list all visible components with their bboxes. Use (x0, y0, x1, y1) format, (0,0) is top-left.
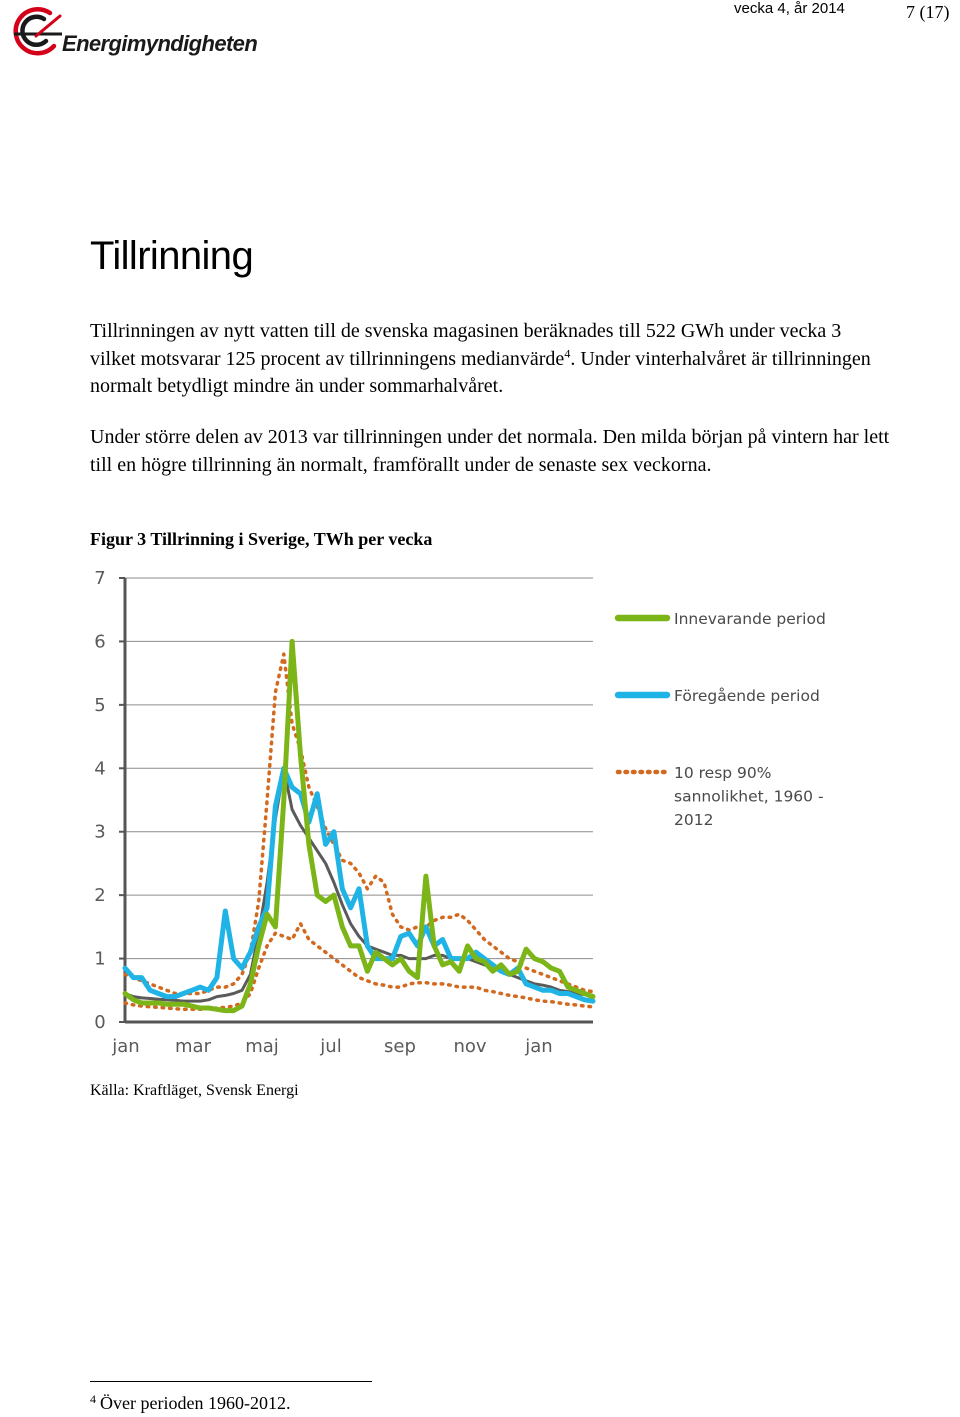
footnote (90, 1392, 290, 1414)
logo-mark-icon (6, 4, 66, 60)
legend-label-p90: 2012 (674, 811, 714, 829)
paragraph-1-text: Tillrinningen av nytt vatten till de svenska magasinen beräknades till 522 GWh under vecka 3 vilket motsvarar 125 procent av tillrinningens medianvärde (90, 320, 842, 370)
footnote-text: Över perioden 1960-2012. (100, 1393, 291, 1413)
legend-label-p90: sannolikhet, 1960 - (674, 787, 824, 806)
inflow-chart (80, 560, 850, 1060)
y-tick-label: 7 (94, 568, 106, 589)
logo-text: Energimyndigheten (62, 31, 258, 56)
x-tick-label: jan (525, 1036, 553, 1057)
header-week: vecka 4, år 2014 (734, 0, 845, 17)
y-tick-label: 2 (94, 885, 106, 907)
y-tick-label: 5 (94, 694, 106, 716)
header-page-number: 7 (17) (906, 2, 950, 22)
footnote-number: 4 (90, 1392, 96, 1406)
y-tick-label: 0 (94, 1012, 106, 1033)
x-tick-label: sep (384, 1036, 416, 1057)
figure-source: Källa: Kraftläget, Svensk Energi (90, 1082, 299, 1099)
legend-label-previous: Föregående period (674, 687, 820, 705)
energimyndigheten-logo (6, 4, 258, 60)
y-tick-label: 6 (94, 631, 106, 653)
chart-legend (618, 610, 826, 829)
x-tick-label: maj (245, 1036, 279, 1057)
series-line-median (125, 768, 593, 1001)
legend-label-p90: 10 resp 90% (674, 764, 772, 782)
footnote-reference[interactable]: 4 (564, 345, 571, 360)
legend-label-current: Innevarande period (674, 610, 826, 628)
paragraph-1 (90, 318, 890, 401)
paragraph-2: Under större delen av 2013 var tillrinningen under det normala. Den milda början på vintern har lett till en högre tillrinning än normalt, framförallt under de senaste sex veckorna. (90, 426, 890, 476)
footnote-divider (90, 1381, 372, 1382)
y-tick-label: 1 (94, 948, 106, 970)
x-tick-label: mar (175, 1036, 211, 1057)
page-title: Tillrinning (90, 234, 254, 278)
series-line-previous (125, 768, 593, 1001)
series-line-current (125, 641, 593, 1010)
x-tick-label: jul (320, 1036, 342, 1057)
paragraph-1-text-cont: . Under vinterhalvåret är tillrinningen normalt betydligt mindre än under sommarhalvåret. (90, 347, 871, 397)
y-tick-label: 4 (94, 758, 106, 780)
y-tick-label: 3 (94, 821, 106, 843)
figure-caption: Figur 3 Tillrinning i Sverige, TWh per vecka (90, 529, 433, 549)
x-tick-label: jan (112, 1036, 140, 1057)
x-tick-label: nov (453, 1036, 487, 1057)
chart-series (125, 641, 593, 1010)
